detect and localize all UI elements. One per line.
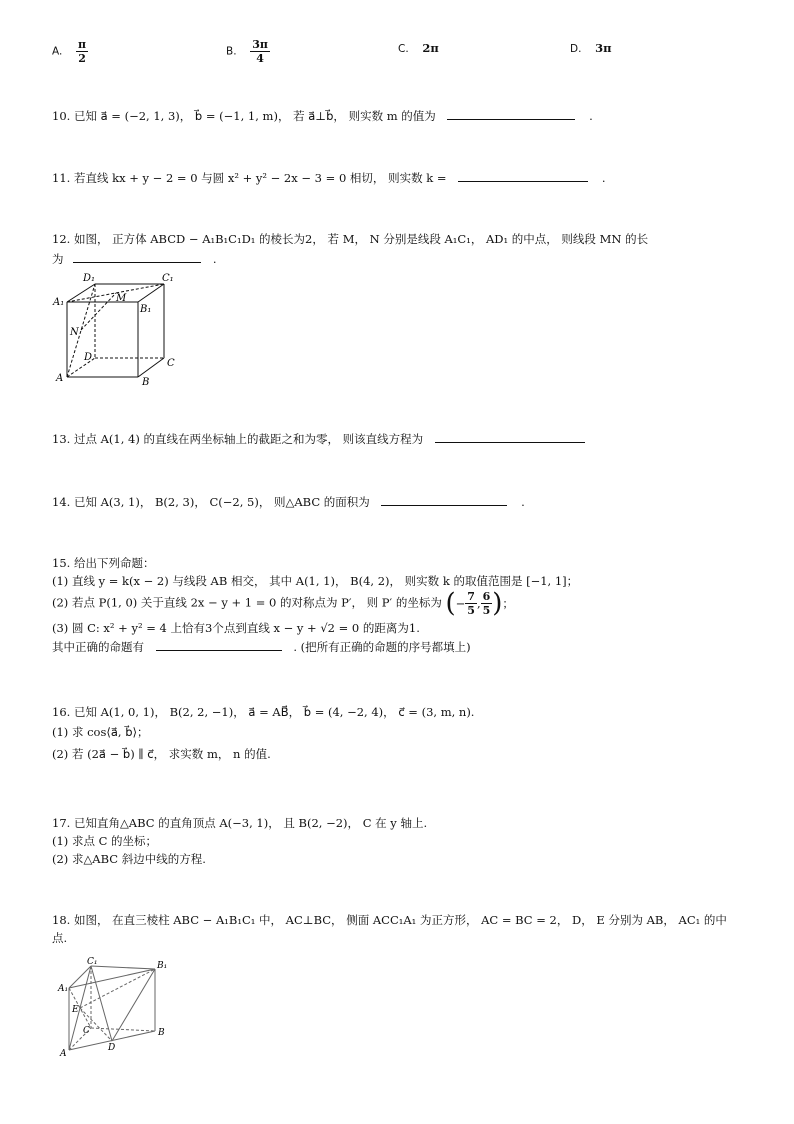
question-11-end: . bbox=[601, 171, 606, 185]
option-b-num: 3π bbox=[252, 38, 268, 51]
question-14-end: . bbox=[521, 495, 525, 509]
question-18-text: 18. 如图， 在直三棱柱 ABC − A₁B₁C₁ 中， AC⊥BC， 侧面 ACC₁A₁ 为正方形， AC = BC = 2， D， E 分别为 AB， AC₁ 的中 bbox=[52, 913, 727, 927]
option-a-den: 2 bbox=[78, 52, 86, 65]
cube-label-m: M bbox=[116, 293, 127, 304]
question-15-p1-text: (1) 直线 y = k(x − 2) 与线段 AB 相交， 其中 A(1, 1)， B(4, 2)， 则实数 k 的取值范围是 [−1, 1]； bbox=[52, 574, 579, 588]
cube-label-b1: B₁ bbox=[140, 304, 152, 315]
question-12-line1 bbox=[52, 231, 648, 247]
question-15-tail bbox=[52, 638, 471, 655]
question-15-p3-text: (3) 圆 C: x² + y² = 4 上恰有3个点到直线 x − y + √2 = 0 的距离为1. bbox=[52, 621, 420, 635]
question-10-end: . bbox=[589, 109, 593, 123]
question-15-p3 bbox=[52, 620, 420, 636]
answer-blank-13[interactable] bbox=[435, 430, 585, 443]
question-11 bbox=[52, 169, 605, 186]
question-15-p1 bbox=[52, 573, 578, 589]
option-a-label: A. bbox=[52, 45, 63, 58]
question-15-p2 bbox=[52, 590, 514, 617]
option-a-value bbox=[76, 38, 88, 65]
cube-label-d: D bbox=[84, 352, 93, 363]
prism-label-c1: C₁ bbox=[87, 957, 98, 967]
question-13 bbox=[52, 430, 585, 447]
question-16-line1 bbox=[52, 704, 474, 720]
question-17-line1 bbox=[52, 815, 427, 831]
p2-frac-1-num: 7 bbox=[467, 590, 475, 603]
question-15-intro-text: 15. 给出下列命题： bbox=[52, 556, 155, 570]
question-12-line2 bbox=[52, 250, 216, 267]
question-12-text: 12. 如图， 正方体 ABCD − A₁B₁C₁D₁ 的棱长为2， 若 M， N 分别是线段 A₁C₁， AD₁ 的中点， 则线段 MN 的长 bbox=[52, 232, 649, 246]
question-15-tail-post: . (把所有正确的命题的序号都填上) bbox=[293, 640, 471, 654]
cube-label-n: N bbox=[70, 327, 79, 338]
paren-open: ( bbox=[445, 588, 456, 619]
minus-sign: − bbox=[455, 596, 466, 611]
cube-label-a1: A₁ bbox=[53, 297, 65, 308]
cube-figure bbox=[50, 268, 190, 390]
prism-figure bbox=[55, 955, 185, 1060]
question-16-line2 bbox=[52, 724, 149, 740]
cube-label-c1: C₁ bbox=[162, 273, 174, 284]
option-d-value: 3π bbox=[595, 41, 612, 55]
option-b-den: 4 bbox=[256, 52, 264, 65]
question-16-part2: (2) 若 (2a⃗ − b⃗) ∥ c⃗， 求实数 m， n 的值. bbox=[52, 747, 271, 761]
question-15-p2-text: (2) 若点 P(1, 0) 关于直线 2x − y + 1 = 0 的对称点为 P′， 则 P′ 的坐标为 bbox=[52, 595, 442, 610]
question-12-text-2: 为 bbox=[52, 252, 64, 266]
question-16-line3 bbox=[52, 746, 271, 762]
option-c bbox=[398, 41, 439, 55]
question-15-tail-pre: 其中正确的命题有 bbox=[52, 640, 144, 654]
question-17-line2 bbox=[52, 833, 157, 849]
question-15-intro bbox=[52, 555, 154, 571]
option-d-label: D. bbox=[570, 43, 582, 55]
p2-frac-1 bbox=[465, 590, 477, 617]
p2-frac-2-den: 5 bbox=[482, 604, 491, 617]
answer-blank-10[interactable] bbox=[447, 107, 575, 120]
answer-blank-11[interactable] bbox=[458, 169, 588, 182]
question-18-text-2: 点. bbox=[52, 931, 68, 945]
prism-label-b1: B₁ bbox=[157, 961, 168, 971]
comma: , bbox=[476, 596, 481, 611]
answer-blank-14[interactable] bbox=[381, 493, 507, 506]
p2-frac-2-num: 6 bbox=[482, 590, 491, 603]
question-15-p2-post: ； bbox=[502, 596, 514, 611]
question-10 bbox=[52, 107, 593, 124]
question-14-text: 14. 已知 A(3, 1)， B(2, 3)， C(−2, 5)， 则△ABC 的面积为 bbox=[52, 495, 370, 509]
cube-label-b: B bbox=[142, 377, 150, 388]
option-b bbox=[226, 38, 270, 65]
question-16-text: 16. 已知 A(1, 0, 1)， B(2, 2, −1)， a⃗ = AB⃗， b⃗ = (4, −2, 4)， c⃗ = (3, m, n). bbox=[52, 705, 475, 719]
question-17-line3 bbox=[52, 851, 206, 867]
cube-label-a: A bbox=[56, 373, 64, 384]
question-18-line1 bbox=[52, 912, 727, 928]
option-c-value: 2π bbox=[422, 41, 439, 55]
p2-frac-1-den: 5 bbox=[467, 604, 475, 617]
question-14 bbox=[52, 493, 525, 510]
prism-label-a: A bbox=[60, 1049, 67, 1059]
question-17-part1: (1) 求点 C 的坐标； bbox=[52, 834, 158, 848]
option-a bbox=[52, 38, 88, 65]
question-11-text: 11. 若直线 kx + y − 2 = 0 与圆 x² + y² − 2x − 3 = 0 相切， 则实数 k = bbox=[52, 171, 447, 185]
question-17-part2: (2) 求△ABC 斜边中线的方程. bbox=[52, 852, 206, 866]
cube-label-d1: D₁ bbox=[83, 273, 96, 284]
prism-label-e: E bbox=[72, 1005, 79, 1015]
p2-frac-2 bbox=[481, 590, 493, 617]
question-10-text: 10. 已知 a⃗ = (−2, 1, 3)， b⃗ = (−1, 1, m)， 若 a⃗⊥b⃗， 则实数 m 的值为 bbox=[52, 109, 436, 123]
cube-label-c: C bbox=[167, 358, 175, 369]
question-17-text: 17. 已知直角△ABC 的直角顶点 A(−3, 1)， 且 B(2, −2)， C 在 y 轴上. bbox=[52, 816, 428, 830]
option-c-label: C. bbox=[398, 43, 409, 55]
question-16-part1: (1) 求 cos⟨a⃗, b⃗⟩； bbox=[52, 725, 149, 739]
prism-label-a1: A₁ bbox=[58, 984, 69, 994]
question-13-text: 13. 过点 A(1, 4) 的直线在两坐标轴上的截距之和为零， 则该直线方程为 bbox=[52, 432, 424, 446]
question-12-end: . bbox=[212, 252, 217, 266]
question-18-line2 bbox=[52, 930, 67, 946]
prism-label-c: C bbox=[83, 1026, 90, 1036]
paren-close: ) bbox=[492, 588, 503, 619]
prism-label-b: B bbox=[158, 1028, 165, 1038]
answer-blank-15[interactable] bbox=[156, 638, 282, 651]
prism-label-d: D bbox=[108, 1043, 116, 1053]
option-a-num: π bbox=[78, 38, 87, 51]
answer-blank-12[interactable] bbox=[73, 250, 201, 263]
option-b-value bbox=[250, 38, 270, 65]
option-d bbox=[570, 41, 612, 55]
option-b-label: B. bbox=[226, 45, 237, 58]
